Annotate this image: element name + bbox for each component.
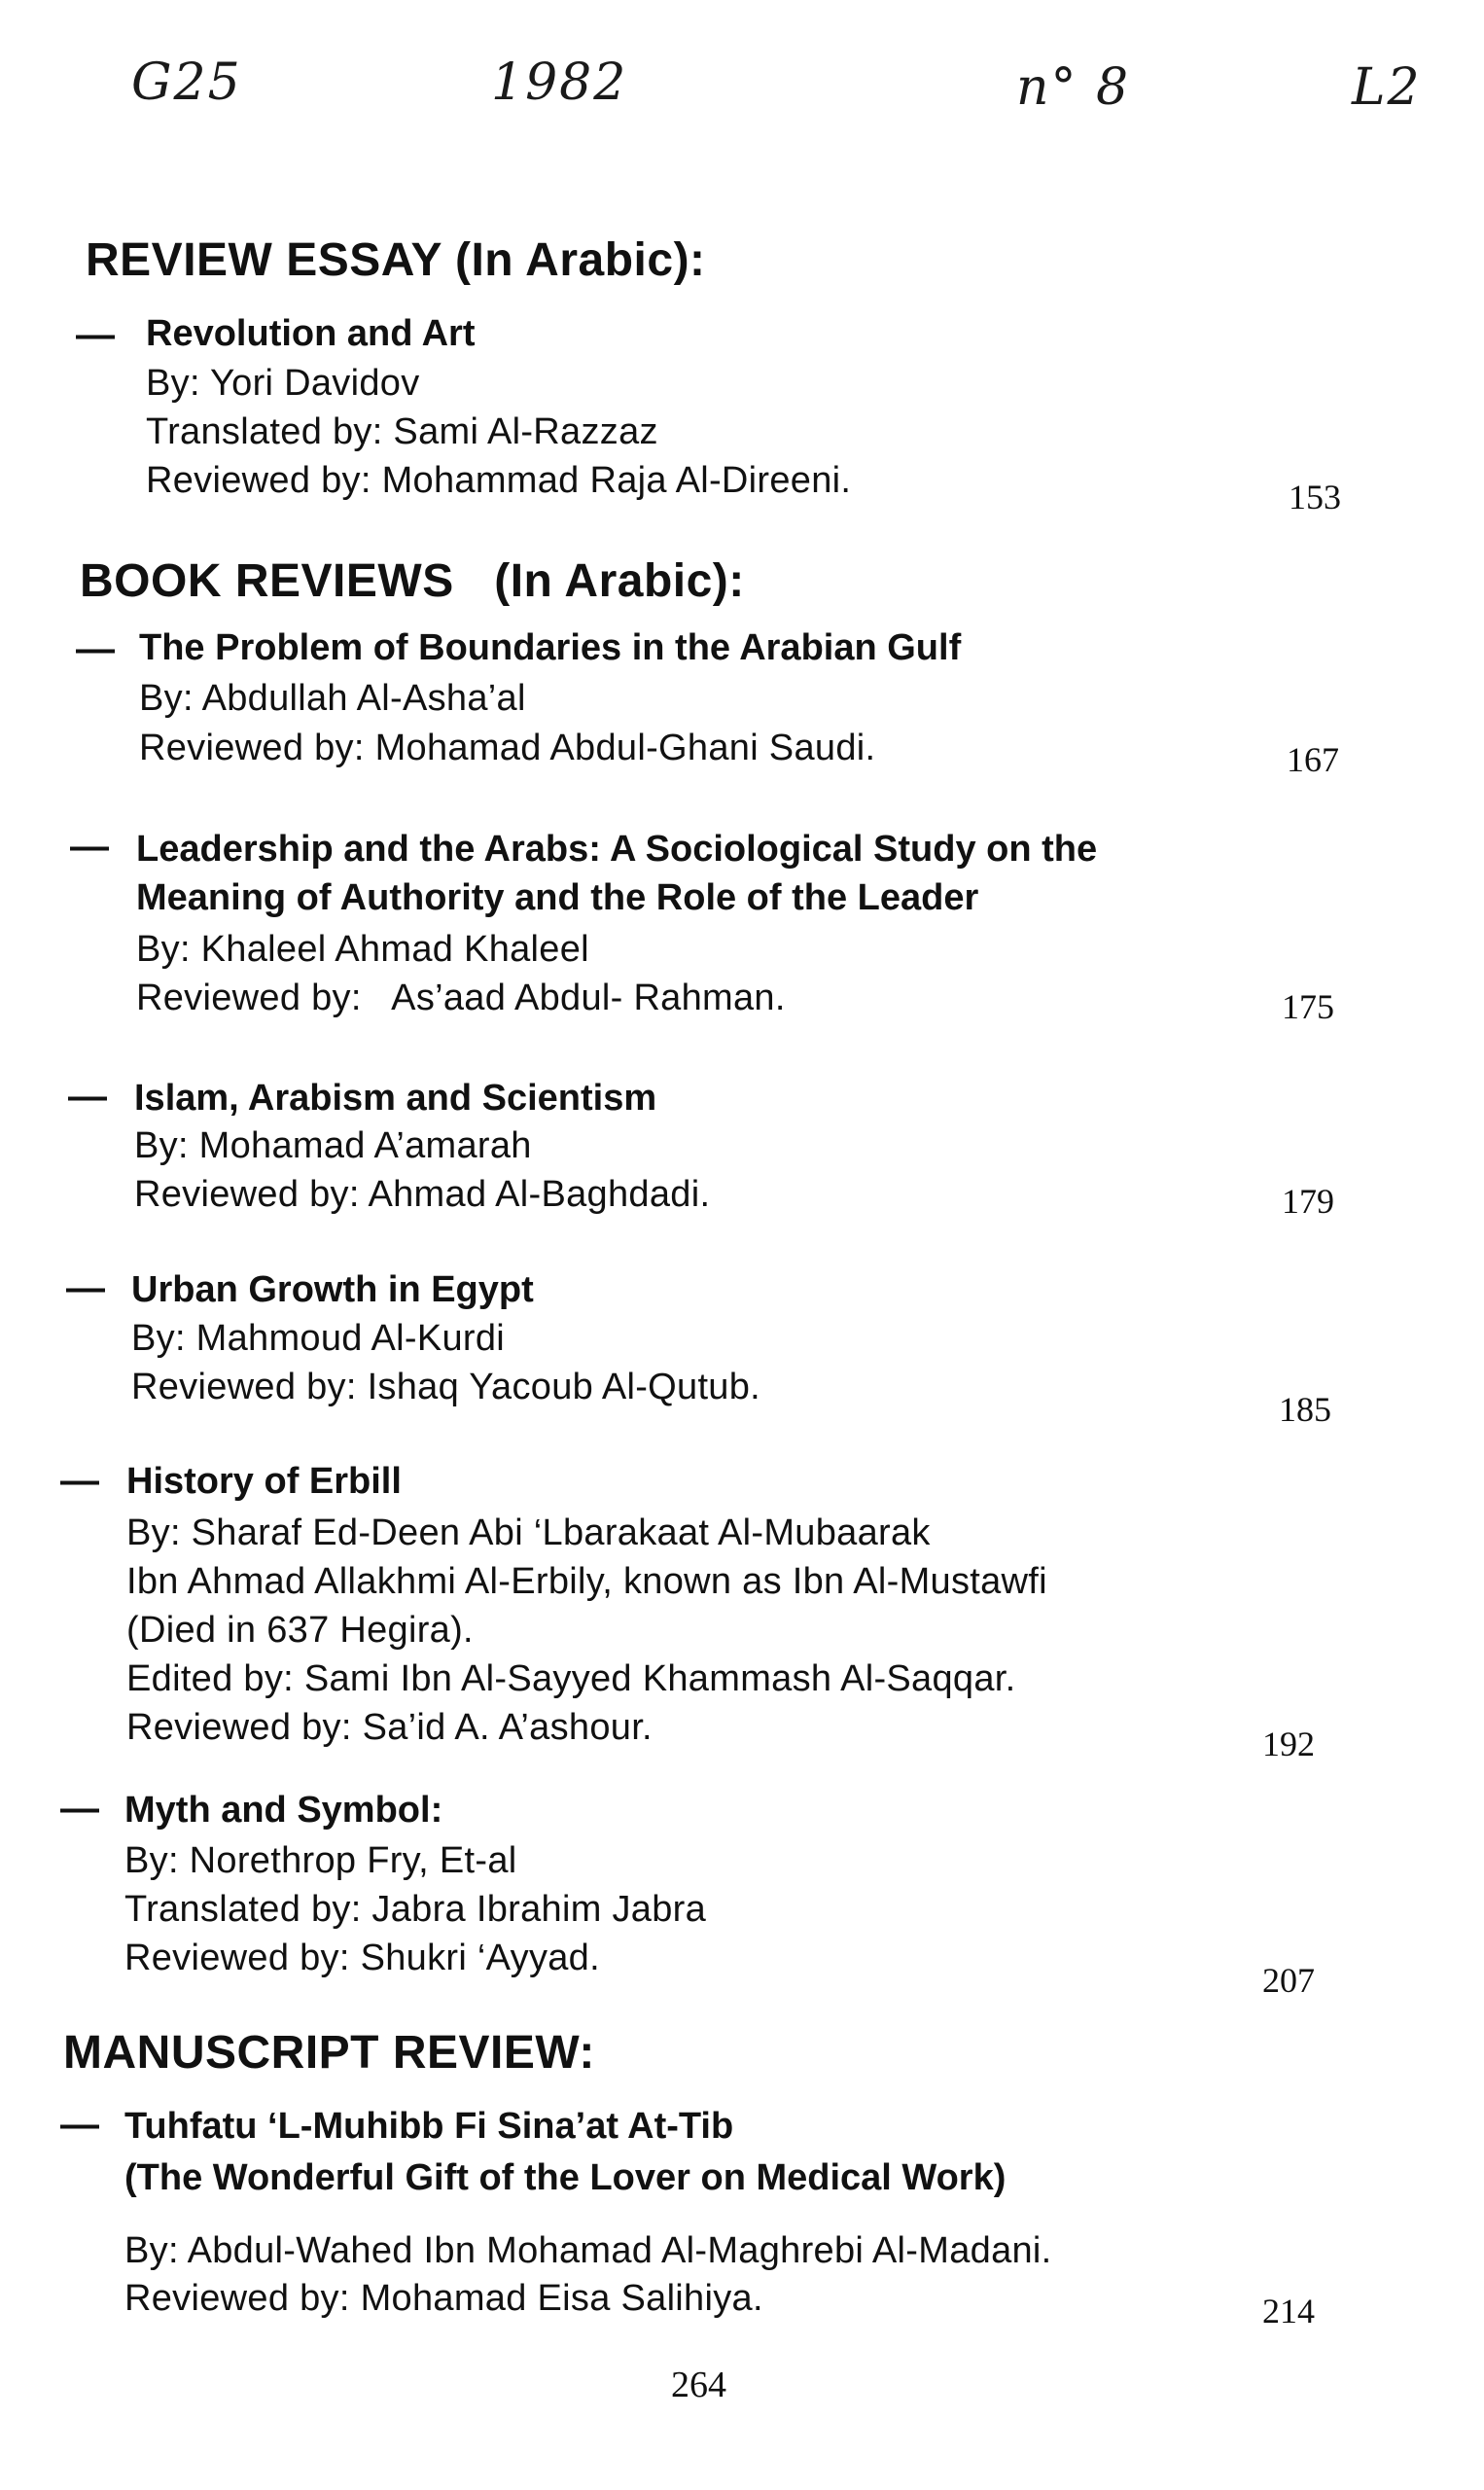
entry-title-line-2: (The Wonderful Gift of the Lover on Medical Work): [124, 2157, 1007, 2198]
entry-author: By: Norethrop Fry, Et-al: [124, 1840, 517, 1881]
entry-author: By: Khaleel Ahmad Khaleel: [136, 929, 589, 970]
entry-reviewer: Reviewed by: Ahmad Al-Baghdadi.: [134, 1174, 711, 1215]
entry-page-number: 207: [1262, 1961, 1315, 2000]
entry-dash: —: [60, 1459, 99, 1502]
entry-title: Urban Growth in Egypt: [131, 1269, 534, 1310]
entry-reviewer: Reviewed by: Shukri ‘Ayyad.: [124, 1938, 600, 1978]
handwritten-year: 1982: [491, 53, 628, 112]
entry-title-line-2: Meaning of Authority and the Role of the Leader: [136, 877, 979, 918]
entry-dash: —: [66, 1266, 105, 1309]
handwritten-code: G25: [131, 53, 242, 112]
entry-author-continued: Ibn Ahmad Allakhmi Al-Erbily, known as Ibn Al-Mustawfi: [126, 1561, 1047, 1602]
entry-page-number: 185: [1279, 1390, 1331, 1429]
entry-page-number: 179: [1282, 1182, 1334, 1221]
entry-page-number: 153: [1289, 478, 1341, 516]
entry-page-number: 192: [1262, 1725, 1315, 1763]
entry-author: By: Yori Davidov: [146, 363, 420, 404]
entry-dash: —: [60, 2103, 99, 2146]
entry-translator: Translated by: Sami Al-Razzaz: [146, 411, 658, 452]
entry-title: Revolution and Art: [146, 313, 476, 354]
entry-title: Myth and Symbol:: [124, 1790, 443, 1831]
entry-title-line-1: Leadership and the Arabs: A Sociological Study on the: [136, 829, 1098, 870]
entry-title-line-1: Tuhfatu ‘L-Muhibb Fi Sina’at At-Tib: [124, 2106, 734, 2147]
entry-dash: —: [60, 1787, 99, 1830]
entry-editor: Edited by: Sami Ibn Al-Sayyed Khammash Al-Saqqar.: [126, 1658, 1016, 1699]
entry-death-note: (Died in 637 Hegira).: [126, 1610, 474, 1651]
entry-reviewer: Reviewed by: Ishaq Yacoub Al-Qutub.: [131, 1367, 761, 1407]
entry-author: By: Abdul-Wahed Ibn Mohamad Al-Maghrebi Al-Madani.: [124, 2230, 1052, 2271]
entry-page-number: 167: [1287, 740, 1339, 779]
handwritten-mark: L2: [1352, 58, 1422, 117]
section-heading-manuscript-review: MANUSCRIPT REVIEW:: [63, 2027, 595, 2079]
entry-dash: —: [76, 313, 115, 356]
footer-page-number: 264: [671, 2365, 726, 2405]
entry-author: By: Abdullah Al-Asha’al: [139, 678, 526, 719]
entry-reviewer: Reviewed by: Sa’id A. A’ashour.: [126, 1707, 653, 1748]
section-heading-book-reviews: BOOK REVIEWS (In Arabic):: [80, 555, 745, 607]
entry-reviewer: Reviewed by: As’aad Abdul- Rahman.: [136, 978, 786, 1018]
entry-title: History of Erbill: [126, 1461, 402, 1502]
entry-dash: —: [70, 825, 109, 868]
entry-reviewer: Reviewed by: Mohammad Raja Al-Direeni.: [146, 460, 852, 501]
section-heading-review-essay: REVIEW ESSAY (In Arabic):: [86, 234, 706, 286]
entry-title: The Problem of Boundaries in the Arabian Gulf: [139, 627, 962, 668]
entry-author: By: Mohamad A’amarah: [134, 1125, 532, 1166]
entry-page-number: 214: [1262, 2292, 1315, 2330]
entry-translator: Translated by: Jabra Ibrahim Jabra: [124, 1889, 707, 1930]
entry-page-number: 175: [1282, 987, 1334, 1026]
entry-reviewer: Reviewed by: Mohamad Eisa Salihiya.: [124, 2278, 763, 2319]
handwritten-number: n° 8: [1016, 58, 1131, 117]
entry-title: Islam, Arabism and Scientism: [134, 1078, 657, 1119]
entry-author: By: Mahmoud Al-Kurdi: [131, 1318, 506, 1359]
entry-reviewer: Reviewed by: Mohamad Abdul-Ghani Saudi.: [139, 728, 876, 768]
entry-dash: —: [68, 1075, 107, 1118]
entry-author: By: Sharaf Ed-Deen Abi ‘Lbarakaat Al-Mubaarak: [126, 1512, 931, 1553]
entry-dash: —: [76, 627, 115, 670]
